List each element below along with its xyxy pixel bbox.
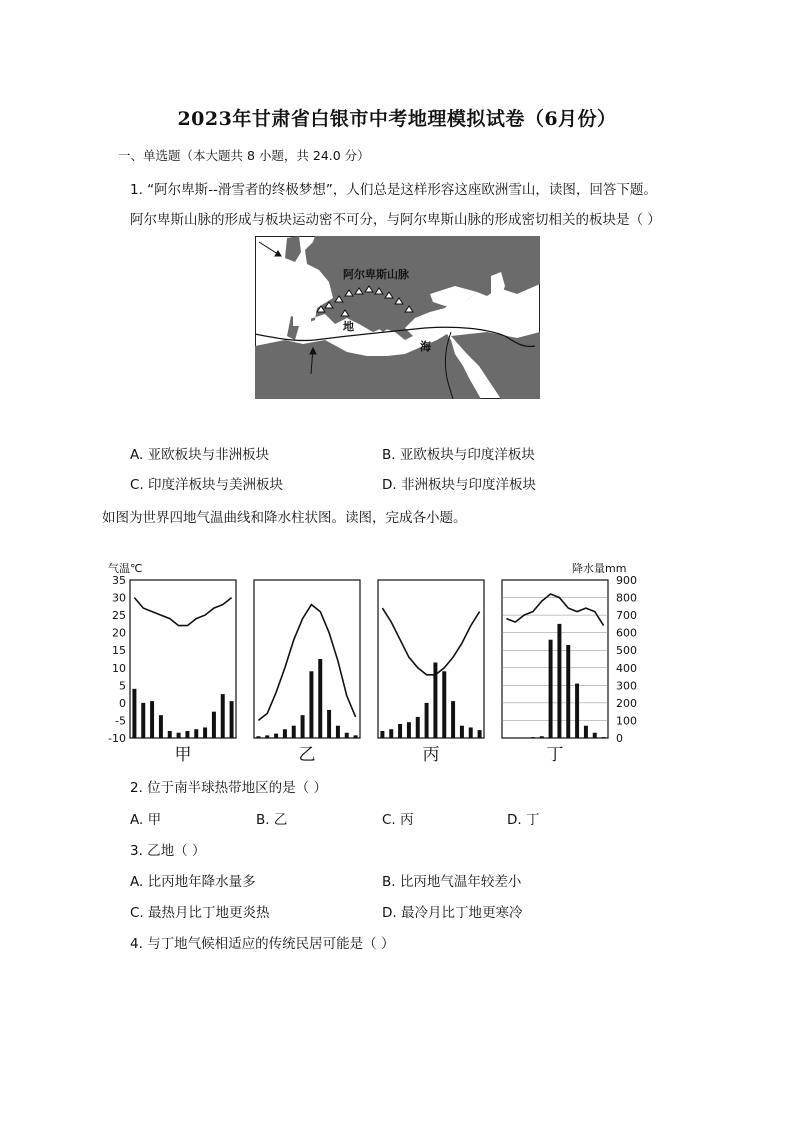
precip-bar (185, 731, 189, 738)
precip-bar (584, 726, 588, 738)
temp-tick-label: 25 (112, 609, 126, 623)
temp-tick-label: 5 (119, 679, 126, 693)
precip-tick-label: 200 (616, 696, 637, 710)
precip-bar (566, 645, 570, 738)
precip-bar (265, 735, 269, 738)
precip-bar (575, 684, 579, 738)
panel-frame-乙 (254, 580, 360, 738)
label-alps: 阿尔卑斯山脉 (343, 268, 409, 281)
panel-label: 乙 (298, 745, 316, 765)
label-zhong: 中 (375, 339, 386, 352)
precip-bar (602, 737, 606, 738)
temperature-curve (134, 598, 231, 626)
q3-option-c[interactable]: C. 最热月比丁地更炎热 (130, 905, 270, 921)
panel-frame-甲 (130, 580, 236, 738)
temp-tick-label: 30 (112, 591, 126, 605)
question-3-stem: 3. 乙地（ ） (130, 843, 206, 859)
panel-label: 丙 (422, 745, 440, 765)
precip-tick-label: 0 (616, 732, 623, 745)
precip-bar (132, 689, 136, 738)
precip-bar (301, 715, 305, 738)
precip-bar (478, 730, 482, 738)
precip-tick-label: 100 (616, 714, 637, 728)
precip-bar (141, 703, 145, 738)
precip-bar (256, 736, 260, 738)
precip-bar (407, 722, 411, 738)
q1-option-b[interactable]: B. 亚欧板块与印度洋板块 (382, 447, 535, 463)
q2-option-d[interactable]: D. 丁 (507, 812, 540, 828)
precip-bar (531, 737, 535, 738)
precip-bar (540, 736, 544, 738)
precip-bar (345, 733, 349, 738)
section-heading: 一、单选题（本大题共 8 小题，共 24.0 分） (118, 148, 370, 163)
q3-option-a[interactable]: A. 比丙地年降水量多 (130, 874, 256, 890)
precip-bar (230, 701, 234, 738)
temperature-curve (506, 594, 603, 626)
precip-bar (398, 724, 402, 738)
precip-tick-label: 700 (616, 609, 637, 623)
q2-option-b[interactable]: B. 乙 (256, 812, 288, 828)
precip-bar (150, 701, 154, 738)
precip-bar (274, 734, 278, 738)
temp-tick-label: -10 (108, 732, 126, 745)
q2-option-c[interactable]: C. 丙 (382, 812, 414, 828)
precip-bar (354, 735, 358, 738)
page-title: 2023年甘肃省白银市中考地理模拟试卷（6月份） (177, 108, 617, 130)
y-axis-left-label: 气温℃ (108, 562, 143, 575)
precip-bar (336, 726, 340, 738)
precip-bar (460, 726, 464, 738)
panel-frame-丙 (378, 580, 484, 738)
panel-label: 甲 (174, 745, 192, 765)
precip-bar (159, 715, 163, 738)
temp-tick-label: 10 (112, 661, 126, 675)
temp-tick-label: 35 (112, 574, 126, 587)
q1-option-a[interactable]: A. 亚欧板块与非洲板块 (130, 447, 270, 463)
temperature-curve (382, 608, 479, 675)
precip-bar (389, 729, 393, 738)
q3-option-d[interactable]: D. 最冷月比丁地更寒冷 (382, 905, 523, 921)
precip-bar (451, 701, 455, 738)
alps-map (255, 236, 540, 399)
precip-bar (212, 712, 216, 738)
question-1-line-1: 1. “阿尔卑斯--滑雪者的终极梦想”，人们总是这样形容这座欧洲雪山，读图，回答下题。 (130, 182, 657, 198)
precip-bar (416, 717, 420, 738)
precip-bar (425, 703, 429, 738)
precip-bar (593, 733, 597, 738)
temp-tick-label: 20 (112, 626, 126, 640)
panel-label: 丁 (546, 745, 564, 765)
q1-option-c[interactable]: C. 印度洋板块与美洲板块 (130, 477, 284, 493)
precip-tick-label: 900 (616, 574, 637, 587)
q1-option-d[interactable]: D. 非洲板块与印度洋板块 (382, 477, 536, 493)
precip-tick-label: 500 (616, 644, 637, 658)
label-hai: 海 (420, 340, 431, 353)
precip-tick-label: 300 (616, 679, 637, 693)
question-4-stem: 4. 与丁地气候相适应的传统民居可能是（ ） (130, 936, 395, 952)
precip-bar (309, 671, 313, 738)
temp-tick-label: 0 (119, 696, 126, 710)
precip-bar (194, 729, 198, 738)
precip-bar (168, 731, 172, 738)
question-2-stem: 2. 位于南半球热带地区的是（ ） (130, 780, 327, 796)
precip-bar (283, 729, 287, 738)
q3-option-b[interactable]: B. 比丙地气温年较差小 (382, 874, 522, 890)
precip-bar (327, 710, 331, 738)
precip-bar (221, 694, 225, 738)
intro-question-2: 如图为世界四地气温曲线和降水柱状图。读图，完成各小题。 (102, 510, 467, 526)
precip-bar (177, 733, 181, 738)
precip-bar (380, 731, 384, 738)
temp-tick-label: 15 (112, 644, 126, 658)
precip-bar (203, 727, 207, 738)
temp-tick-label: -5 (115, 714, 126, 728)
q2-option-a[interactable]: A. 甲 (130, 812, 162, 828)
precip-tick-label: 800 (616, 591, 637, 605)
precip-bar (292, 726, 296, 738)
precip-bar (557, 624, 561, 738)
precip-bar (469, 727, 473, 738)
climate-chart (100, 558, 640, 768)
label-di: 地 (343, 320, 354, 333)
y-axis-right-label: 降水量mm (572, 562, 627, 575)
temperature-curve (258, 605, 355, 721)
precip-tick-label: 400 (616, 661, 637, 675)
precip-bar (442, 671, 446, 738)
precip-bar (318, 659, 322, 738)
precip-bar (549, 640, 553, 738)
question-1-line-2: 阿尔卑斯山脉的形成与板块运动密不可分，与阿尔卑斯山脉的形成密切相关的板块是（ ） (130, 212, 661, 228)
precip-tick-label: 600 (616, 626, 637, 640)
panel-frame-丁 (502, 580, 608, 738)
